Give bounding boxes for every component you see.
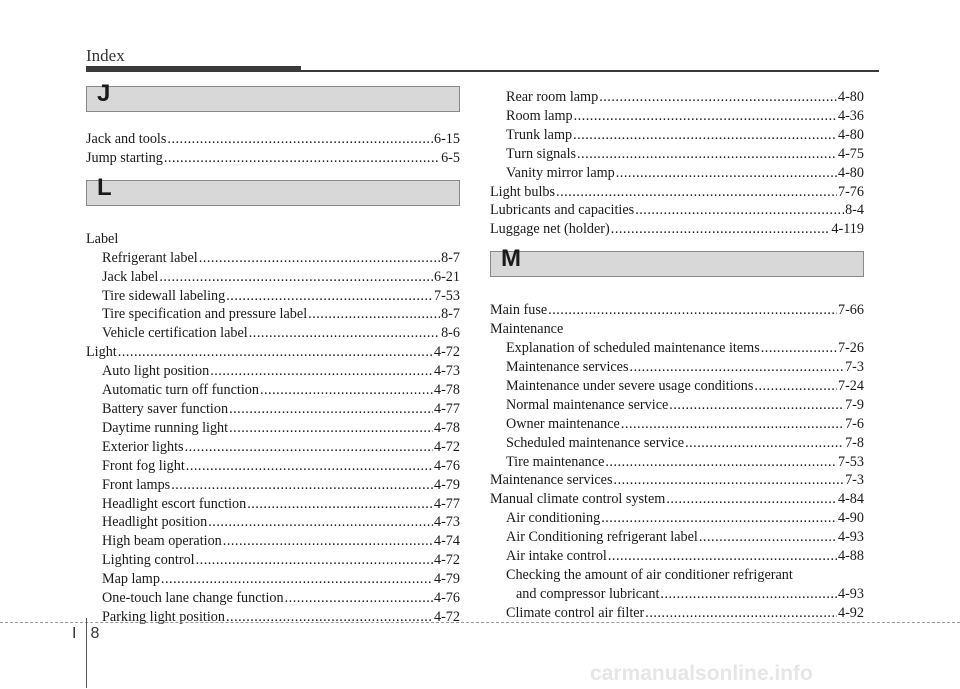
index-entry[interactable] [490, 396, 864, 415]
right-column [490, 88, 864, 623]
index-entry[interactable] [86, 608, 460, 627]
index-entry[interactable] [490, 358, 864, 377]
watermark: carmanualsonline.info [590, 662, 813, 685]
leader-dots [186, 457, 433, 476]
leader-dots [159, 268, 433, 287]
leader-dots [605, 453, 837, 472]
entry-text: Headlight escort function [102, 495, 247, 512]
index-entry-climate-filter[interactable] [490, 604, 864, 623]
leader-dots [208, 513, 433, 532]
j-entry-list [86, 130, 460, 168]
entry-page: 4-79 [433, 571, 460, 588]
entry-page: 8-4 [845, 202, 864, 219]
index-entry[interactable] [86, 457, 460, 476]
entry-page: 7-8 [845, 434, 864, 451]
index-entry[interactable] [86, 419, 460, 438]
leader-dots [754, 377, 837, 396]
entry-text: Air conditioning [506, 510, 601, 527]
index-entry[interactable] [86, 305, 460, 324]
entry-page: 4-77 [433, 495, 460, 512]
entry-text: Trunk lamp [506, 126, 573, 143]
entry-text: Automatic turn off function [102, 382, 259, 399]
header-rule-thin [301, 70, 879, 72]
entry-text: Jack and tools [86, 131, 167, 147]
leader-dots [669, 396, 844, 415]
index-entry[interactable] [86, 589, 460, 608]
entry-page: 4-84 [837, 491, 864, 508]
header-rule-thick [86, 66, 301, 72]
entry-page: 7-6 [845, 415, 864, 432]
entry-page: 4-75 [837, 145, 864, 162]
entry-page: 4-73 [433, 363, 460, 380]
leader-dots [167, 130, 433, 149]
index-entry[interactable] [490, 528, 864, 547]
entry-text: Jack label [102, 268, 159, 285]
leader-dots [229, 419, 433, 438]
index-entry[interactable] [490, 220, 864, 239]
entry-page: 7-26 [837, 340, 864, 357]
leader-dots [630, 358, 845, 377]
index-entry[interactable] [86, 532, 460, 551]
index-entry[interactable] [490, 547, 864, 566]
maintenance-heading: Maintenance [490, 321, 564, 338]
leader-dots [574, 107, 837, 126]
index-entry[interactable] [86, 551, 460, 570]
climate-entry-list [490, 509, 864, 566]
entry-text: Maintenance under severe usage conditions [506, 377, 754, 394]
leader-dots [199, 249, 440, 268]
index-entry[interactable] [86, 130, 460, 149]
entry-page: 6-5 [441, 149, 460, 166]
entry-text: Headlight position [102, 514, 208, 531]
entry-page: 8-7 [441, 306, 460, 323]
entry-page: 4-78 [433, 382, 460, 399]
index-entry[interactable] [490, 509, 864, 528]
index-entry[interactable] [490, 164, 864, 183]
section-letter-j: J [97, 80, 111, 107]
index-entry[interactable] [490, 339, 864, 358]
entry-page: 4-93 [837, 585, 864, 602]
leader-dots [260, 381, 433, 400]
leader-dots [685, 434, 844, 453]
index-entry[interactable] [490, 453, 864, 472]
leader-dots [635, 201, 844, 220]
entry-page: 6-15 [433, 131, 460, 147]
left-column [86, 80, 460, 627]
index-entry[interactable] [490, 145, 864, 164]
entry-page: 7-3 [845, 472, 864, 489]
index-entry[interactable] [86, 268, 460, 287]
section-letter-m: M [501, 245, 521, 273]
entry-text: Jump starting [86, 149, 163, 166]
page-section: I [72, 625, 77, 642]
page-number [72, 625, 99, 643]
index-entry-main-fuse[interactable] [490, 301, 864, 320]
leader-dots [285, 589, 433, 608]
entry-page: 7-76 [837, 183, 864, 200]
entry-page: 4-92 [837, 604, 864, 621]
entry-text: Owner maintenance [506, 415, 620, 432]
entry-text: Light bulbs [490, 183, 556, 200]
index-entry[interactable] [86, 381, 460, 400]
section-letter-l: L [97, 173, 112, 201]
label-heading: Label [86, 230, 119, 247]
index-entry[interactable] [490, 377, 864, 396]
entry-text: Tire maintenance [506, 453, 605, 470]
entry-text: Normal maintenance service [506, 396, 669, 413]
entry-text: Manual climate control system [490, 491, 666, 508]
entry-text: Climate control air filter [506, 604, 645, 621]
index-entry-light[interactable] [86, 343, 460, 362]
index-entry[interactable] [490, 201, 864, 220]
entry-text: Scheduled maintenance service [506, 434, 685, 451]
entry-page: 7-66 [837, 302, 864, 319]
index-entry[interactable] [86, 513, 460, 532]
index-entry[interactable] [86, 495, 460, 514]
index-entry[interactable] [86, 149, 460, 168]
entry-text: Vehicle certification label [102, 325, 248, 342]
entry-page: 7-53 [837, 453, 864, 470]
entry-text: Tire specification and pressure label [102, 306, 308, 323]
entry-text: Explanation of scheduled maintenance items [506, 340, 760, 357]
leader-dots [699, 528, 837, 547]
page-title: Index [86, 46, 125, 65]
leader-dots [223, 532, 433, 551]
entry-text: Front lamps [102, 476, 171, 493]
entry-text: High beam operation [102, 533, 222, 550]
entry-text: Light [86, 344, 117, 361]
entry-page: 4-88 [837, 548, 864, 565]
entry-page: 4-72 [433, 552, 460, 569]
light-entry-list [86, 362, 460, 627]
leader-dots [621, 415, 844, 434]
entry-page: 4-78 [433, 419, 460, 436]
entry-text: Daytime running light [102, 419, 229, 436]
label-entry-list [86, 249, 460, 344]
index-entry-manual-climate[interactable] [490, 490, 864, 509]
entry-page: 4-73 [433, 514, 460, 531]
index-entry[interactable] [490, 415, 864, 434]
index-entry[interactable] [490, 183, 864, 202]
entry-text: Main fuse [490, 302, 548, 319]
entry-text: Auto light position [102, 363, 210, 380]
entry-page: 4-119 [831, 221, 864, 238]
leader-dots [249, 324, 440, 343]
entry-text: Room lamp [506, 107, 573, 124]
l-entry-list [490, 183, 864, 240]
entry-text: One-touch lane change function [102, 590, 284, 607]
entry-text: Parking light position [102, 608, 225, 625]
leader-dots [556, 183, 837, 202]
entry-page: 4-72 [433, 344, 460, 361]
index-entry[interactable] [490, 88, 864, 107]
entry-page: 4-72 [433, 608, 460, 625]
entry-text: Turn signals [506, 145, 577, 162]
leader-dots [611, 220, 831, 239]
leader-dots [247, 495, 433, 514]
leader-dots [196, 551, 433, 570]
entry-page: 7-24 [837, 377, 864, 394]
entry-page: 4-90 [837, 510, 864, 527]
checking-line-1: Checking the amount of air conditioner refrigerant [506, 566, 793, 583]
entry-text: Vanity mirror lamp [506, 164, 615, 181]
footer-divider [0, 622, 960, 623]
leader-dots [161, 570, 433, 589]
entry-text: Rear room lamp [506, 89, 599, 105]
section-header-j [86, 80, 460, 112]
page-num: 8 [90, 625, 100, 642]
entry-text: Exterior lights [102, 438, 184, 455]
entry-page: 4-76 [433, 590, 460, 607]
index-entry[interactable] [86, 324, 460, 343]
index-entry[interactable] [86, 400, 460, 419]
leader-dots [608, 547, 837, 566]
leader-dots [573, 126, 837, 145]
leader-dots [616, 164, 837, 183]
index-entry[interactable] [490, 126, 864, 145]
entry-text: Air intake control [506, 548, 607, 565]
leader-dots [226, 287, 433, 306]
entry-text: Battery saver function [102, 400, 229, 417]
leader-dots [308, 305, 440, 324]
entry-text: Front fog light [102, 457, 185, 474]
entry-page: 4-72 [433, 438, 460, 455]
maintenance-entry-list [490, 339, 864, 471]
index-entry[interactable] [86, 438, 460, 457]
entry-text: Luggage net (holder) [490, 221, 610, 238]
entry-page: 4-80 [837, 126, 864, 143]
entry-page: 8-7 [441, 249, 460, 266]
section-header-m [490, 245, 864, 277]
leader-dots [601, 509, 837, 528]
index-entry[interactable] [86, 570, 460, 589]
entry-page: 4-79 [433, 476, 460, 493]
entry-page: 7-3 [845, 358, 864, 375]
index-entry[interactable] [490, 107, 864, 126]
index-entry[interactable] [490, 434, 864, 453]
entry-text: Air Conditioning refrigerant label [506, 529, 698, 546]
entry-page: 4-80 [837, 89, 864, 105]
entry-page: 7-53 [433, 287, 460, 304]
entry-page: 4-36 [837, 107, 864, 124]
entry-text: Lighting control [102, 552, 195, 569]
entry-page: 4-93 [837, 529, 864, 546]
entry-page: 4-76 [433, 457, 460, 474]
entry-page: 4-74 [433, 533, 460, 550]
index-entry-maintenance-services[interactable] [490, 471, 864, 490]
index-entry[interactable] [86, 249, 460, 268]
entry-text: Maintenance services [506, 358, 629, 375]
leader-dots [599, 88, 837, 107]
entry-page: 7-9 [845, 396, 864, 413]
light-continued-list [490, 88, 864, 183]
index-entry[interactable] [86, 362, 460, 381]
entry-text: Lubricants and capacities [490, 202, 635, 219]
index-entry-checking[interactable] [490, 585, 864, 604]
entry-page: 4-77 [433, 400, 460, 417]
leader-dots [577, 145, 837, 164]
leader-dots [164, 149, 440, 168]
entry-page: 4-80 [837, 164, 864, 181]
entry-text: Map lamp [102, 571, 160, 588]
index-entry[interactable] [86, 287, 460, 306]
entry-page: 8-6 [441, 325, 460, 342]
leader-dots [185, 438, 433, 457]
leader-dots [229, 400, 433, 419]
section-header-l [86, 173, 460, 206]
entry-text: Refrigerant label [102, 249, 198, 266]
index-entry[interactable] [86, 476, 460, 495]
leader-dots [226, 608, 433, 627]
leader-dots [210, 362, 433, 381]
leader-dots [761, 339, 837, 358]
entry-text: and compressor lubricant [516, 585, 660, 602]
leader-dots [171, 476, 433, 495]
entry-text: Tire sidewall labeling [102, 287, 226, 304]
entry-text: Maintenance services [490, 472, 613, 489]
entry-page: 6-21 [433, 268, 460, 285]
